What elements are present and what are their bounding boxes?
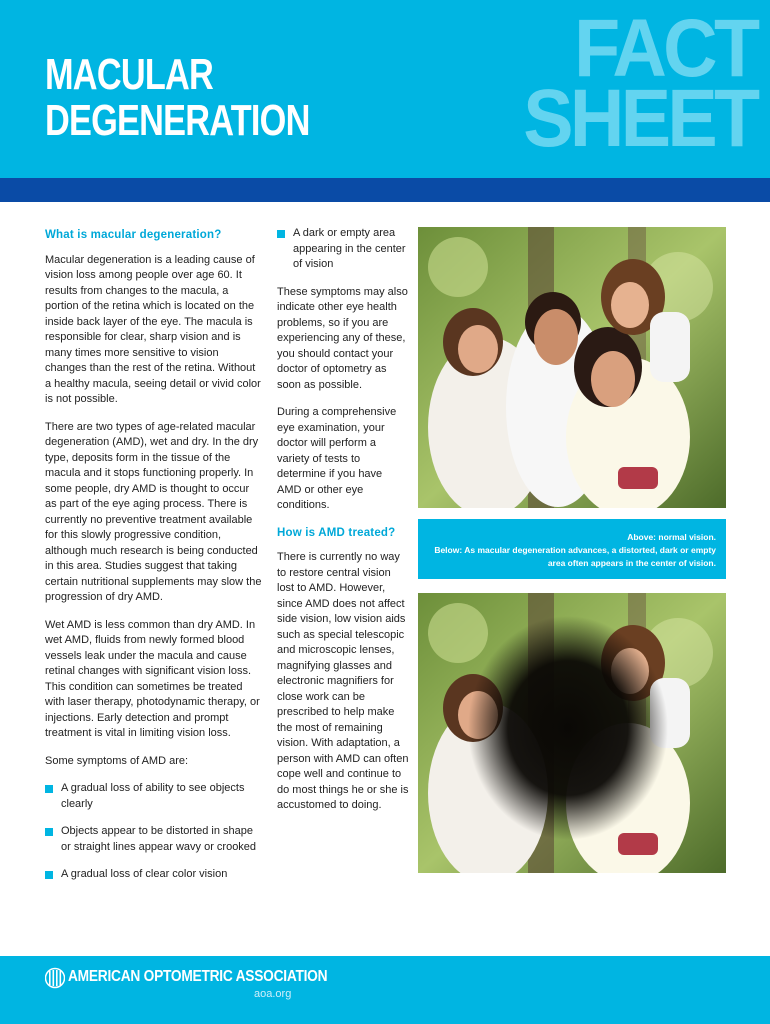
aoa-logo-icon	[45, 967, 65, 989]
family-photo-amd-illustration	[418, 593, 726, 873]
paragraph-types: There are two types of age-related macular degeneration (AMD), wet and dry. In the dry type, deposits form in the tissue of the macula and it stops functioning properly. In some people, dry AMD is thought to occur as part of the eye aging process. There is currently no preventive treatment available for this slowly progressive condition, although much research is being conducted in this area. Studies suggest that taking certain nutritional supplements may slow the progression of dry AMD.	[45, 420, 262, 603]
symptom-text: A dark or empty area appearing in the center of vision	[293, 227, 406, 270]
square-bullet-icon	[45, 785, 53, 793]
page-title	[45, 52, 310, 144]
photo-caption	[418, 519, 726, 579]
family-photo-amd-vision	[418, 593, 726, 873]
paragraph-exam: During a comprehensive eye examination, your doctor will perform a variety of tests to determine if you have AMD or other eye conditions.	[277, 406, 397, 511]
paragraph-intro: Macular degeneration is a leading cause of vision loss among people over age 60. It results from changes to the macula, a portion of the retina which is located on the inside back layer of the eye. The macula is responsible for clear, sharp vision and is many times more sensitive to vision changes than the rest of the retina. Without a healthy macula, seeing detail or vivid color is not possible.	[45, 253, 261, 405]
section-heading-what-is: What is macular degeneration?	[45, 229, 222, 241]
symptom-text: Objects appear to be distorted in shape or straight lines appear wavy or crooked	[61, 825, 257, 853]
fact-line-1: FACT	[573, 3, 756, 94]
caption-line-above: Above: normal vision.	[627, 532, 716, 542]
fact-sheet-label	[522, 3, 756, 164]
footer-banner	[0, 956, 770, 1024]
symptom-bullet	[45, 867, 263, 883]
symptom-text: A gradual loss of clear color vision	[61, 868, 228, 880]
header-divider-band	[0, 178, 770, 202]
caption-line-below: Below: As macular degeneration advances, a distorted, dark or empty area often appears in the center of vision.	[434, 545, 716, 568]
paragraph-symptoms-intro: Some symptoms of AMD are:	[45, 754, 189, 767]
symptom-bullet	[277, 226, 409, 273]
title-line-1: MACULAR	[45, 50, 214, 99]
family-photo-normal-vision	[418, 227, 726, 508]
header-banner	[0, 0, 770, 178]
website-url[interactable]: aoa.org	[254, 988, 292, 1000]
paragraph-treatment: There is currently no way to restore central vision lost to AMD. However, since AMD does not affect side vision, low vision aids such as special telescopic and microscopic lenses, magnifying glasses and electronic magnifiers for close work can be prescribed to help make the most of remaining vision. With adaptation, a person with AMD can often cope well and continue to do most things he or she is accustomed to doing.	[277, 551, 409, 811]
family-photo-illustration	[418, 227, 726, 508]
fact-line-2: SHEET	[522, 73, 756, 164]
square-bullet-icon	[277, 230, 285, 238]
middle-column	[277, 226, 409, 826]
symptom-text: A gradual loss of ability to see objects clearly	[61, 782, 245, 810]
symptom-bullet	[45, 781, 263, 812]
square-bullet-icon	[45, 871, 53, 879]
square-bullet-icon	[45, 828, 53, 836]
section-heading-treatment: How is AMD treated?	[277, 526, 396, 539]
organization-name: AMERICAN OPTOMETRIC ASSOCIATION	[68, 968, 328, 985]
symptom-bullet	[45, 824, 263, 855]
paragraph-other-problems: These symptoms may also indicate other eye health problems, so if you are experiencing any of these, you should contact your doctor of optometry as soon as possible.	[277, 285, 408, 391]
paragraph-wet-amd: Wet AMD is less common than dry AMD. In wet AMD, fluids from newly formed blood vessels leak under the macula and cause retinal changes with significant vision loss. This condition can sometimes be treated with laser therapy, photodynamic therapy, or injections. Early detection and prompt treatment is vital in limiting vision loss.	[45, 618, 260, 739]
left-column	[45, 226, 263, 895]
title-line-2: DEGENERATION	[45, 96, 310, 145]
